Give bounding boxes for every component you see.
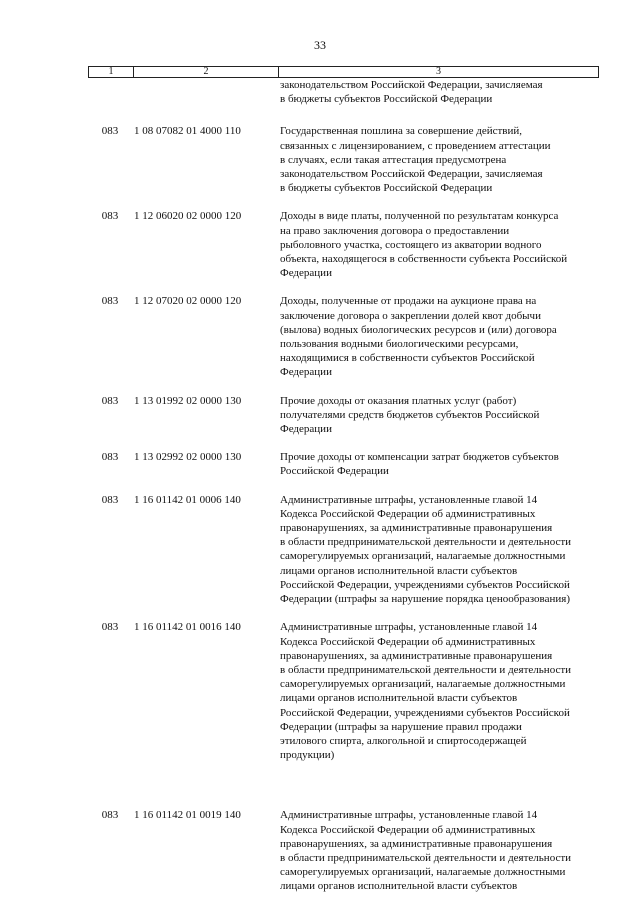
description-line: правонарушениях, за административные правонарушения xyxy=(280,522,553,535)
header-col-2: 2 xyxy=(134,67,279,78)
description-line: Федерации (штрафы за нарушение правил продажи xyxy=(280,720,522,733)
description-line: Федерации xyxy=(280,267,332,280)
budget-classification-code: 1 08 07082 01 4000 110 xyxy=(134,125,241,138)
description-line: Административные штрафы, установленные главой 14 xyxy=(280,621,538,634)
description-line: Кодекса Российской Федерации об административных xyxy=(280,823,536,836)
description-line: Административные штрафы, установленные главой 14 xyxy=(280,809,538,822)
description-line: Административные штрафы, установленные главой 14 xyxy=(280,493,538,506)
description-line: рыболовного участка, состоящего из акватории водного xyxy=(280,238,542,251)
income-description xyxy=(280,808,599,893)
description-line: пользования водными биологическими ресурсами, xyxy=(280,338,519,351)
table-row xyxy=(88,124,599,195)
table-row xyxy=(88,394,599,437)
description-line: Доходы в виде платы, полученной по результатам конкурса xyxy=(280,210,559,223)
budget-classification-code: 1 16 01142 01 0019 140 xyxy=(134,809,241,822)
admin-code: 083 xyxy=(101,809,119,822)
description-line: в случаях, если такая аттестация предусмотрена xyxy=(280,153,507,166)
description-line: в бюджеты субъектов Российской Федерации xyxy=(280,182,493,195)
description-line: Российской Федерации xyxy=(280,465,389,478)
description-line: саморегулируемых организаций, налагаемые должностными xyxy=(280,678,566,691)
description-line: лицами органов исполнительной власти субъектов xyxy=(280,880,518,893)
description-line: Государственная пошлина за совершение действий, xyxy=(280,125,523,138)
description-line: законодательством Российской Федерации, зачисляемая xyxy=(280,79,543,91)
budget-classification-code: 1 13 01992 02 0000 130 xyxy=(134,394,242,407)
description-line: в области предпринимательской деятельности и деятельности xyxy=(280,536,572,549)
table-row xyxy=(88,294,599,379)
description-line: в области предпринимательской деятельности и деятельности xyxy=(280,851,572,864)
income-description xyxy=(280,124,599,195)
income-description xyxy=(280,450,599,478)
income-description xyxy=(280,394,599,437)
description-line: Доходы, полученные от продажи на аукционе права на xyxy=(280,295,537,308)
description-line: находящимися в собственности субъектов Российской xyxy=(280,352,535,365)
description-line: на право заключения договора о предоставлении xyxy=(280,224,510,237)
description-line: связанных с лицензированием, с проведением аттестации xyxy=(280,139,551,152)
header-col-1: 1 xyxy=(89,67,134,78)
description-line: Российской Федерации, учреждениями субъектов Российской xyxy=(280,706,570,719)
table-row xyxy=(88,450,599,478)
description-line: саморегулируемых организаций, налагаемые должностными xyxy=(280,866,566,879)
table-header xyxy=(88,66,599,78)
budget-classification-code: 1 12 07020 02 0000 120 xyxy=(134,295,242,308)
description-line: этилового спирта, алкогольной и спиртосодержащей xyxy=(280,734,527,747)
table-row xyxy=(88,209,599,280)
header-col-3: 3 xyxy=(279,67,599,78)
description-line: Кодекса Российской Федерации об административных xyxy=(280,507,536,520)
income-description xyxy=(280,493,599,607)
table-row xyxy=(88,78,599,106)
description-line: (вылова) водных биологических ресурсов и (или) договора xyxy=(280,323,557,336)
description-line: заключение договора о закреплении долей квот добычи xyxy=(280,309,541,322)
description-line: получателями средств бюджетов субъектов Российской xyxy=(280,408,540,421)
table-row xyxy=(88,620,599,762)
admin-code: 083 xyxy=(101,295,119,308)
admin-code: 083 xyxy=(101,394,119,407)
income-description xyxy=(280,620,599,762)
income-description xyxy=(280,294,599,379)
page-number: 33 xyxy=(314,38,326,52)
description-line: лицами органов исполнительной власти субъектов xyxy=(280,564,518,577)
description-line: в области предпринимательской деятельности и деятельности xyxy=(280,663,572,676)
description-line: Федерации xyxy=(280,366,332,379)
description-line: продукции) xyxy=(280,749,335,762)
budget-classification-code: 1 12 06020 02 0000 120 xyxy=(134,210,242,223)
description-line: Кодекса Российской Федерации об административных xyxy=(280,635,536,648)
description-line: правонарушениях, за административные правонарушения xyxy=(280,649,553,662)
budget-classification-code: 1 16 01142 01 0006 140 xyxy=(134,493,241,506)
income-description xyxy=(280,78,599,106)
admin-code: 083 xyxy=(101,621,119,634)
table-row xyxy=(88,493,599,607)
income-description xyxy=(280,209,599,280)
description-line: объекта, находящегося в собственности субъекта Российской xyxy=(280,253,568,266)
admin-code: 083 xyxy=(101,451,119,464)
admin-code: 083 xyxy=(101,125,119,138)
admin-code: 083 xyxy=(101,493,119,506)
description-line: Прочие доходы от компенсации затрат бюджетов субъектов xyxy=(280,451,559,464)
table-body xyxy=(88,78,599,894)
description-line: лицами органов исполнительной власти субъектов xyxy=(280,692,518,705)
description-line: Федерации xyxy=(280,423,332,436)
description-line: Российской Федерации, учреждениями субъектов Российской xyxy=(280,578,570,591)
budget-classification-code: 1 16 01142 01 0016 140 xyxy=(134,621,241,634)
admin-code: 083 xyxy=(101,210,119,223)
description-line: Федерации (штрафы за нарушение порядка ценообразования) xyxy=(280,593,570,606)
description-line: Прочие доходы от оказания платных услуг (работ) xyxy=(280,394,517,407)
description-line: законодательством Российской Федерации, зачисляемая xyxy=(280,168,543,181)
description-line: в бюджеты субъектов Российской Федерации xyxy=(280,93,493,106)
budget-classification-code: 1 13 02992 02 0000 130 xyxy=(134,451,242,464)
description-line: правонарушениях, за административные правонарушения xyxy=(280,837,553,850)
description-line: саморегулируемых организаций, налагаемые должностными xyxy=(280,550,566,563)
table-row xyxy=(88,808,599,893)
